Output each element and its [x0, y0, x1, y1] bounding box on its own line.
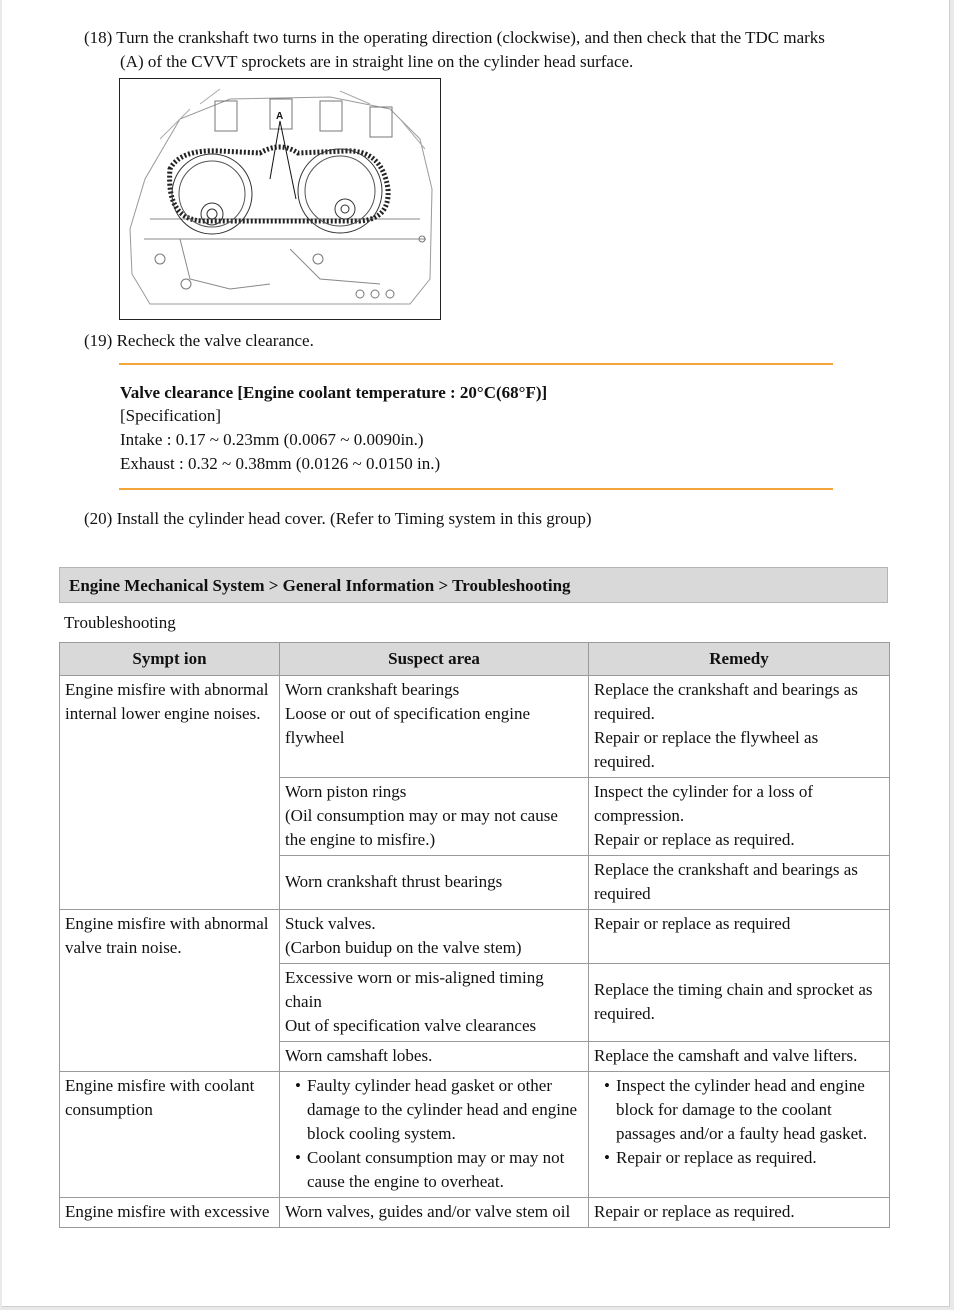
troubleshooting-table — [59, 642, 890, 1228]
suspect-area-cell: Stuck valves. (Carbon buidup on the valve stem) — [280, 910, 589, 964]
list-item: • Coolant consumption may or may not cause the engine to overheat. — [307, 1146, 584, 1194]
section-breadcrumb: Engine Mechanical System > General Information > Troubleshooting — [59, 567, 888, 603]
remedy-cell: Replace the crankshaft and bearings as required — [589, 856, 890, 910]
spec-label: [Specification] — [120, 406, 222, 425]
valve-clearance-spec — [119, 363, 833, 490]
suspect-area-cell — [280, 1072, 589, 1198]
remedy-cell: Replace the crankshaft and bearings as required. Repair or replace the flywheel as required. — [589, 676, 890, 778]
list-item: • Repair or replace as required. — [616, 1146, 885, 1170]
symptom-cell: Engine misfire with coolant consumption — [60, 1072, 280, 1198]
column-header-suspect-area: Suspect area — [280, 643, 589, 676]
suspect-area-cell: Worn camshaft lobes. — [280, 1042, 589, 1072]
suspect-area-cell: Worn crankshaft thrust bearings — [280, 856, 589, 910]
spec-title: Valve clearance [Engine coolant temperature : 20°C(68°F)] — [120, 383, 548, 402]
engine-timing-drawing — [120, 79, 440, 319]
remedy-bullets — [594, 1074, 885, 1170]
column-header-remedy: Remedy — [589, 643, 890, 676]
section-subtitle: Troubleshooting — [64, 613, 176, 632]
step-18 — [84, 26, 825, 74]
list-item: • Inspect the cylinder head and engine block for damage to the coolant passages and/or a faulty head gasket. — [616, 1074, 885, 1146]
figure-label-a: A — [276, 111, 284, 122]
step-number: (18) — [84, 28, 113, 47]
column-header-symptom: Sympt ion — [60, 643, 280, 676]
remedy-cell: Inspect the cylinder for a loss of compression. Repair or replace as required. — [589, 778, 890, 856]
symptom-cell: Engine misfire with abnormal internal lower engine noises. — [60, 676, 280, 910]
table-row — [60, 676, 890, 778]
cvvt-sprocket-illustration — [119, 78, 441, 320]
spec-intake: Intake : 0.17 ~ 0.23mm (0.0067 ~ 0.0090in.) — [120, 430, 424, 449]
table-header-row — [60, 643, 890, 676]
step-20 — [84, 507, 592, 531]
symptom-cell: Engine misfire with excessive — [60, 1198, 280, 1228]
remedy-cell — [589, 1072, 890, 1198]
manual-page — [2, 0, 950, 1307]
step-text-continued: (A) of the CVVT sprockets are in straight line on the cylinder head surface. — [120, 52, 634, 71]
remedy-cell: Repair or replace as required. — [589, 1198, 890, 1228]
suspect-area-cell: Worn valves, guides and/or valve stem oil — [280, 1198, 589, 1228]
step-number: (19) — [84, 331, 113, 350]
list-item: • Faulty cylinder head gasket or other damage to the cylinder head and engine block cooling system. — [307, 1074, 584, 1146]
spec-exhaust: Exhaust : 0.32 ~ 0.38mm (0.0126 ~ 0.0150 in.) — [120, 454, 441, 473]
step-number: (20) — [84, 509, 113, 528]
step-text: Install the cylinder head cover. (Refer to Timing system in this group) — [116, 509, 592, 528]
suspect-area-cell: Worn crankshaft bearings Loose or out of specification engine flywheel — [280, 676, 589, 778]
table-row — [60, 1072, 890, 1198]
step-19 — [84, 329, 314, 353]
step-text: Turn the crankshaft two turns in the operating direction (clockwise), and then check that the TDC marks — [116, 28, 825, 47]
table-row — [60, 910, 890, 964]
suspect-area-cell: Worn piston rings (Oil consumption may or may not cause the engine to misfire.) — [280, 778, 589, 856]
symptom-cell: Engine misfire with abnormal valve train noise. — [60, 910, 280, 1072]
suspect-area-bullets — [285, 1074, 584, 1194]
remedy-cell: Repair or replace as required — [589, 910, 890, 964]
suspect-area-cell: Excessive worn or mis-aligned timing chain Out of specification valve clearances — [280, 964, 589, 1042]
table-row — [60, 1198, 890, 1228]
step-text: Recheck the valve clearance. — [116, 331, 314, 350]
remedy-cell: Replace the camshaft and valve lifters. — [589, 1042, 890, 1072]
remedy-cell: Replace the timing chain and sprocket as required. — [589, 964, 890, 1042]
